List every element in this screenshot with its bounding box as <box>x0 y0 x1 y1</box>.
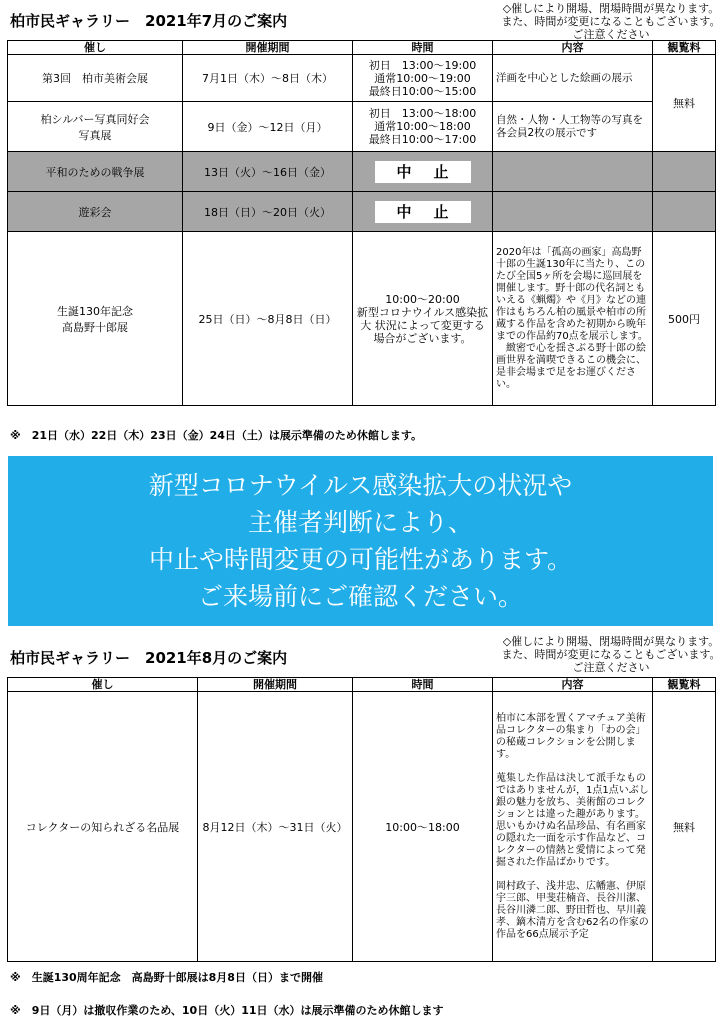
header-content: 内容 <box>493 678 653 692</box>
event-name: 遊彩会 <box>8 192 183 232</box>
event-content: 2020年は「孤高の画家」高島野十郎の生誕130年に当たり、このたび全国5ヶ所を会場に巡回展を開催します。野十郎の代名詞ともいえる《蝋燭》や《月》などの連作はもちろん柏の風景や柏市の所蔵する作品を含めた初期から晩年までの作品約70点を展示します。 緻密で心を揺さぶる野十郎の絵画世界を満喫できるこの機会に、是非会場まで足をお運びください。 <box>493 232 653 406</box>
august-notice-line: ◇催しにより開場、閉場時間が異なります。 <box>502 635 720 648</box>
header-period: 開催期間 <box>198 678 353 692</box>
event-name: 平和のための戦争展 <box>8 152 183 192</box>
header-period: 開催期間 <box>183 41 353 55</box>
table-row <box>8 232 716 406</box>
july-title: 柏市民ギャラリー 2021年7月のご案内 <box>10 12 288 30</box>
july-notice-line: ◇催しにより開場、閉場時間が異なります。 <box>502 2 720 15</box>
header-fee: 観覧料 <box>653 678 716 692</box>
august-notice-line: ご注意ください <box>572 661 650 674</box>
header-event: 催し <box>8 678 198 692</box>
july-notice <box>498 2 724 41</box>
august-notice-line: また、時間が変更になることもございます。 <box>501 648 721 661</box>
table-header-row <box>8 678 716 692</box>
event-fee: 無料 <box>653 55 716 152</box>
event-time <box>353 192 493 232</box>
table-row <box>8 55 716 102</box>
event-time: 初日 13:00～18:00 通常10:00～18:00 最終日10:00～17:00 <box>353 102 493 152</box>
event-period: 8月12日（木）～31日（火） <box>198 692 353 962</box>
header-time: 時間 <box>353 41 493 55</box>
event-period: 7月1日（木）～8日（木） <box>183 55 353 102</box>
header-fee: 観覧料 <box>653 41 716 55</box>
august-title: 柏市民ギャラリー 2021年8月のご案内 <box>10 649 288 667</box>
event-content <box>493 192 653 232</box>
banner-line: ご来場前にご確認ください。 <box>197 582 523 611</box>
table-header-row <box>8 41 716 55</box>
event-period: 25日（日）～8月8日（日） <box>183 232 353 406</box>
july-footnote: ※ 21日（水）22日（木）23日（金）24日（土）は展示準備のため休館します。 <box>10 429 423 442</box>
header-content: 内容 <box>493 41 653 55</box>
july-schedule-table <box>7 40 716 406</box>
event-time <box>353 152 493 192</box>
table-row-cancelled <box>8 192 716 232</box>
event-name: 柏シルバー写真同好会 写真展 <box>8 102 183 152</box>
event-fee <box>653 152 716 192</box>
covid-notice-banner <box>8 456 713 626</box>
august-footnote-1: ※ 生誕130周年記念 高島野十郎展は8月8日（日）まで開催 <box>10 971 323 984</box>
table-row <box>8 102 716 152</box>
august-notice <box>498 635 724 674</box>
event-name: コレクターの知られざる名品展 <box>8 692 198 962</box>
event-fee: 500円 <box>653 232 716 406</box>
august-schedule-table <box>7 677 716 962</box>
event-period: 18日（日）～20日（火） <box>183 192 353 232</box>
header-time: 時間 <box>353 678 493 692</box>
july-notice-line: ご注意ください <box>572 28 650 41</box>
event-content <box>493 152 653 192</box>
event-time: 10:00～20:00 新型コロナウイルス感染拡大 状況によって変更する場合がございます。 <box>353 232 493 406</box>
event-content: 洋画を中心とした絵画の展示 <box>493 55 653 102</box>
table-row <box>8 692 716 962</box>
event-name: 第3回 柏市美術会展 <box>8 55 183 102</box>
event-fee <box>653 192 716 232</box>
event-time: 10:00～18:00 <box>353 692 493 962</box>
event-time: 初日 13:00～19:00 通常10:00～19:00 最終日10:00～15:00 <box>353 55 493 102</box>
banner-line: 主催者判断により、 <box>247 508 473 537</box>
banner-line: 新型コロナウイルス感染拡大の状況や <box>148 471 573 500</box>
header-event: 催し <box>8 41 183 55</box>
event-content: 自然・人物・人工物等の写真を 各会員2枚の展示です <box>493 102 653 152</box>
july-notice-line: また、時間が変更になることもございます。 <box>501 15 721 28</box>
table-row-cancelled <box>8 152 716 192</box>
banner-line: 中止や時間変更の可能性があります。 <box>148 545 572 574</box>
event-fee: 無料 <box>653 692 716 962</box>
event-period: 13日（火）～16日（金） <box>183 152 353 192</box>
cancelled-badge: 中止 <box>375 161 471 183</box>
event-name: 生誕130年記念 高島野十郎展 <box>8 232 183 406</box>
event-period: 9日（金）～12日（月） <box>183 102 353 152</box>
august-footnote-2: ※ 9日（月）は撤収作業のため、10日（火）11日（水）は展示準備のため休館します <box>10 1004 444 1017</box>
event-content: 柏市に本部を置くアマチュア美術品コレクターの集まり「わの会」の秘蔵コレクションを公開します。 蒐集した作品は決して派手なものではありませんが，1点1点いぶし銀の魅力を放ち、美術館のコレクションとは違った趣があります。 思いもかけぬ名品珍品、有名画家の隠れた一面を示す作品など、コレクターの情熱と愛情によって発掘された作品ばかりです。 岡村政子、浅井忠、広幡憲、伊原宇三郎、甲斐荘楠音、長谷川潔、長谷川潾二郎、野田哲也、早川義孝、鏑木清方を含む62名の作家の作品を66点展示予定 <box>493 692 653 962</box>
cancelled-badge: 中止 <box>375 201 471 223</box>
